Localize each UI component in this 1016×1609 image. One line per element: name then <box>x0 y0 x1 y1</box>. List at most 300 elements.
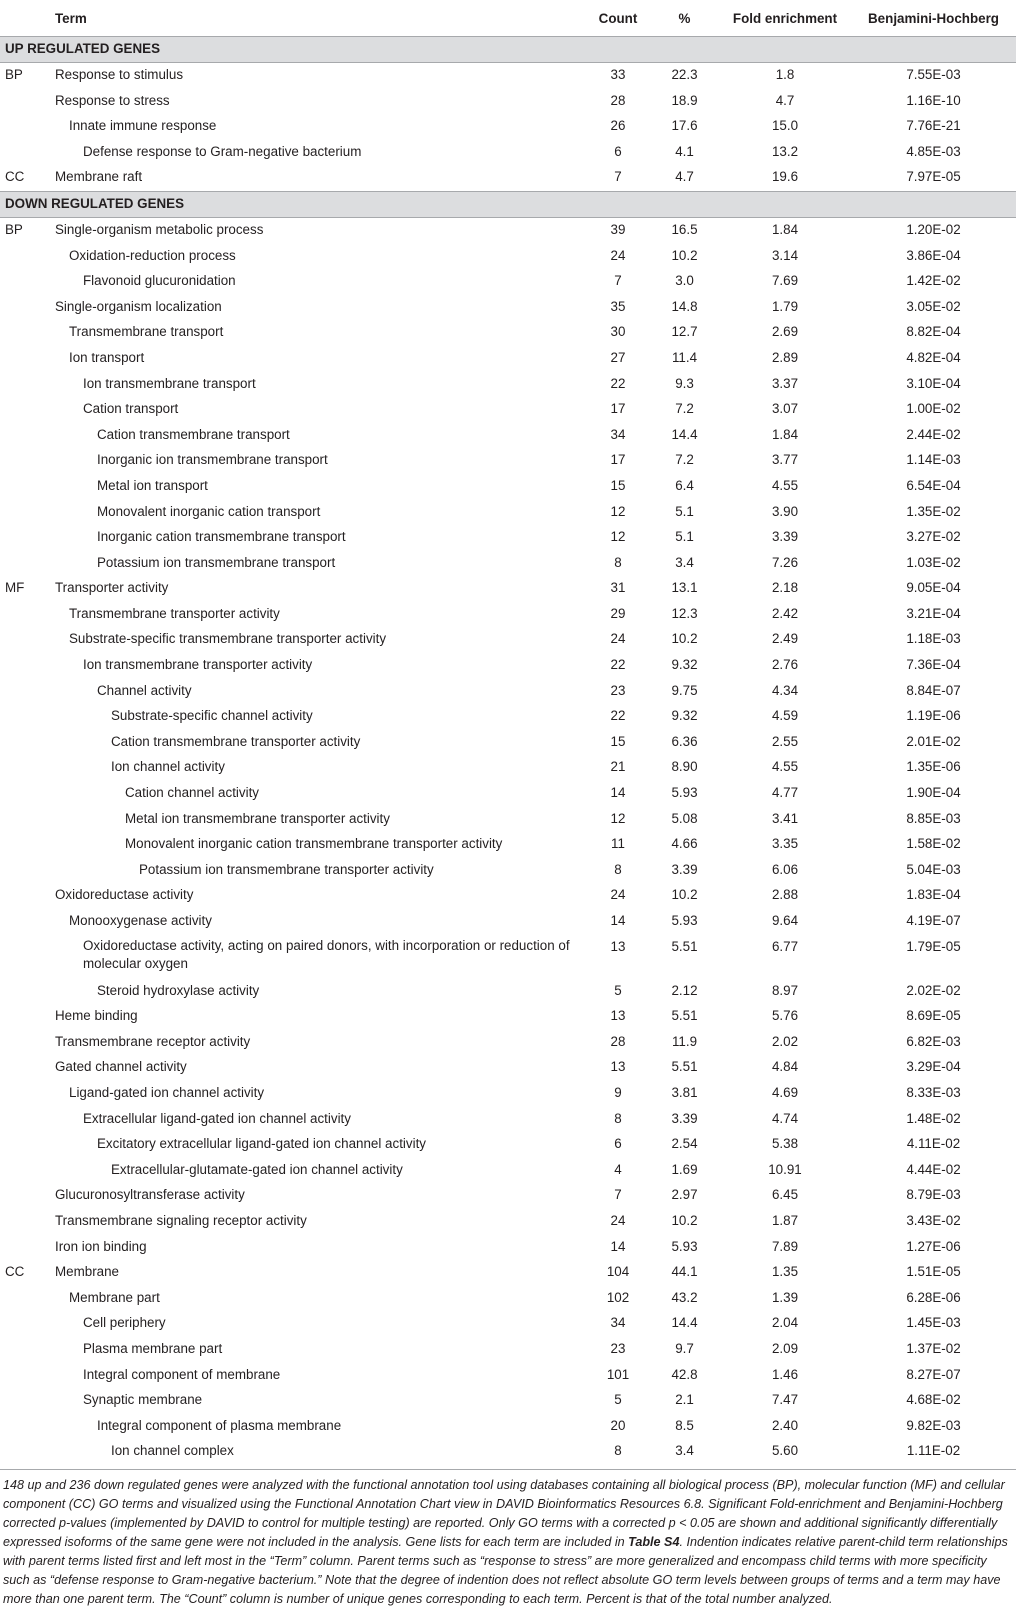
table-row <box>0 372 1016 398</box>
percent-cell: 5.1 <box>675 503 694 519</box>
category-cell <box>0 1311 55 1337</box>
table-row <box>0 1030 1016 1056</box>
count-cell: 101 <box>606 1366 630 1382</box>
header-category <box>0 0 55 37</box>
category-cell: BP <box>5 221 23 237</box>
fold-enrichment-cell: 3.90 <box>771 503 799 519</box>
percent-cell: 9.3 <box>675 375 694 391</box>
count-cell: 14 <box>610 785 626 801</box>
term-cell: Membrane part <box>69 1289 160 1305</box>
count-cell: 14 <box>610 1238 626 1254</box>
benjamini-hochberg-cell: 6.82E-03 <box>906 1033 961 1049</box>
fold-enrichment-cell: 4.74 <box>771 1110 799 1126</box>
term-cell: Ion transport <box>69 349 145 365</box>
benjamini-hochberg-cell: 1.35E-02 <box>906 503 961 519</box>
count-cell: 17 <box>610 452 626 468</box>
term-cell: Transporter activity <box>55 580 169 596</box>
category-cell <box>0 1183 55 1209</box>
count-cell: 34 <box>610 1315 626 1331</box>
percent-cell: 12.3 <box>671 605 698 621</box>
count-cell: 30 <box>610 324 626 340</box>
table-row <box>0 935 1016 979</box>
table-row <box>0 1004 1016 1030</box>
term-cell: Glucuronosyltransferase activity <box>55 1187 245 1203</box>
category-cell <box>0 269 55 295</box>
table-row <box>0 883 1016 909</box>
table-row <box>0 346 1016 372</box>
percent-cell: 10.2 <box>671 247 698 263</box>
category-cell <box>0 602 55 628</box>
fold-enrichment-cell: 2.02 <box>771 1033 799 1049</box>
table-row <box>0 979 1016 1005</box>
fold-enrichment-cell: 2.76 <box>771 657 799 673</box>
table-row <box>0 1107 1016 1133</box>
count-cell: 27 <box>610 349 626 365</box>
term-cell: Inorganic ion transmembrane transport <box>97 452 328 468</box>
category-cell <box>0 1286 55 1312</box>
count-cell: 31 <box>610 580 626 596</box>
fold-enrichment-cell: 5.76 <box>771 1008 799 1024</box>
table-row <box>0 500 1016 526</box>
table-row <box>0 89 1016 115</box>
fold-enrichment-cell: 2.40 <box>771 1417 799 1433</box>
fold-enrichment-cell: 5.38 <box>771 1136 799 1152</box>
benjamini-hochberg-cell: 1.58E-02 <box>906 836 961 852</box>
category-cell <box>0 320 55 346</box>
table-row <box>0 448 1016 474</box>
table-row <box>0 63 1016 89</box>
percent-cell: 4.1 <box>675 143 694 159</box>
count-cell: 12 <box>610 810 626 826</box>
fold-enrichment-cell: 7.47 <box>771 1392 799 1408</box>
percent-cell: 5.93 <box>671 1238 698 1254</box>
table-row <box>0 679 1016 705</box>
term-cell: Synaptic membrane <box>83 1392 203 1408</box>
section-title: DOWN REGULATED GENES <box>0 191 1016 217</box>
term-cell: Transmembrane receptor activity <box>55 1033 251 1049</box>
table-row <box>0 576 1016 602</box>
fold-enrichment-cell: 1.46 <box>771 1366 799 1382</box>
count-cell: 28 <box>610 1033 626 1049</box>
percent-cell: 9.32 <box>671 657 698 673</box>
count-cell: 5 <box>614 982 622 998</box>
fold-enrichment-cell: 2.69 <box>771 324 799 340</box>
category-cell <box>0 1414 55 1440</box>
fold-enrichment-cell: 2.49 <box>771 631 799 647</box>
percent-cell: 5.93 <box>671 785 698 801</box>
category-cell <box>0 1439 55 1465</box>
count-cell: 21 <box>610 759 626 775</box>
category-cell <box>0 730 55 756</box>
header-term: Term <box>55 0 586 37</box>
benjamini-hochberg-cell: 4.85E-03 <box>906 143 961 159</box>
fold-enrichment-cell: 4.69 <box>771 1084 799 1100</box>
count-cell: 24 <box>610 1212 626 1228</box>
fold-enrichment-cell: 4.34 <box>771 682 799 698</box>
percent-cell: 43.2 <box>671 1289 698 1305</box>
benjamini-hochberg-cell: 3.21E-04 <box>906 605 961 621</box>
fold-enrichment-cell: 3.41 <box>771 810 799 826</box>
benjamini-hochberg-cell: 8.33E-03 <box>906 1084 961 1100</box>
count-cell: 28 <box>610 92 626 108</box>
benjamini-hochberg-cell: 6.28E-06 <box>906 1289 961 1305</box>
term-cell: Ion channel activity <box>111 759 225 775</box>
section-header-row <box>0 191 1016 217</box>
fold-enrichment-cell: 3.35 <box>771 836 799 852</box>
count-cell: 13 <box>610 938 626 954</box>
term-cell: Potassium ion transmembrane transporter activity <box>139 861 434 877</box>
fold-enrichment-cell: 7.69 <box>771 273 799 289</box>
category-cell <box>0 909 55 935</box>
term-cell: Oxidoreductase activity, acting on paired donors, with incorporation or reduction of molecular oxygen <box>83 937 570 971</box>
table-row <box>0 832 1016 858</box>
benjamini-hochberg-cell: 3.10E-04 <box>906 375 961 391</box>
category-cell <box>0 1030 55 1056</box>
term-cell: Membrane <box>55 1264 120 1280</box>
count-cell: 14 <box>610 913 626 928</box>
term-cell: Substrate-specific transmembrane transporter activity <box>69 631 387 647</box>
category-cell <box>0 551 55 577</box>
benjamini-hochberg-cell: 9.05E-04 <box>906 580 961 596</box>
percent-cell: 18.9 <box>671 92 698 108</box>
benjamini-hochberg-cell: 4.11E-02 <box>906 1136 961 1152</box>
benjamini-hochberg-cell: 1.83E-04 <box>906 887 961 903</box>
benjamini-hochberg-cell: 7.76E-21 <box>906 118 961 134</box>
term-cell: Monovalent inorganic cation transport <box>97 503 321 519</box>
term-cell: Single-organism metabolic process <box>55 221 264 237</box>
table-row <box>0 1209 1016 1235</box>
benjamini-hochberg-cell: 3.86E-04 <box>906 247 961 263</box>
percent-cell: 10.2 <box>671 1212 698 1228</box>
percent-cell: 6.36 <box>671 733 698 749</box>
count-cell: 23 <box>610 682 626 698</box>
percent-cell: 13.1 <box>671 580 698 596</box>
percent-cell: 7.2 <box>675 452 694 468</box>
category-cell <box>0 1209 55 1235</box>
table-row <box>0 1388 1016 1414</box>
percent-cell: 1.69 <box>671 1161 698 1177</box>
category-cell <box>0 858 55 884</box>
term-cell: Membrane raft <box>55 169 143 185</box>
term-cell: Flavonoid glucuronidation <box>83 273 236 289</box>
term-cell: Inorganic cation transmembrane transport <box>97 529 346 545</box>
percent-cell: 10.2 <box>671 887 698 903</box>
percent-cell: 3.0 <box>675 273 694 289</box>
count-cell: 8 <box>614 554 622 570</box>
category-cell <box>0 244 55 270</box>
fold-enrichment-cell: 3.77 <box>771 452 799 468</box>
term-cell: Cell periphery <box>83 1315 166 1331</box>
benjamini-hochberg-cell: 1.14E-03 <box>906 452 961 468</box>
count-cell: 13 <box>610 1059 626 1075</box>
benjamini-hochberg-cell: 1.16E-10 <box>906 92 961 108</box>
category-cell: CC <box>5 169 25 185</box>
table-row <box>0 1055 1016 1081</box>
header-count: Count <box>586 0 650 37</box>
term-cell: Integral component of membrane <box>83 1366 281 1382</box>
percent-cell: 10.2 <box>671 631 698 647</box>
fold-enrichment-cell: 1.8 <box>775 67 795 82</box>
category-cell <box>0 1132 55 1158</box>
percent-cell: 2.97 <box>671 1187 698 1203</box>
fold-enrichment-cell: 5.60 <box>771 1443 799 1459</box>
benjamini-hochberg-cell: 1.18E-03 <box>906 631 961 647</box>
benjamini-hochberg-cell: 8.85E-03 <box>906 810 961 826</box>
category-cell <box>0 1055 55 1081</box>
percent-cell: 16.5 <box>671 221 698 237</box>
term-cell: Ion channel complex <box>111 1443 234 1459</box>
term-cell: Ion transmembrane transport <box>83 375 256 391</box>
percent-cell: 42.8 <box>671 1366 698 1382</box>
fold-enrichment-cell: 2.55 <box>771 733 799 749</box>
table-row <box>0 269 1016 295</box>
table-footnote <box>0 1469 1016 1609</box>
benjamini-hochberg-cell: 1.19E-06 <box>906 708 961 724</box>
benjamini-hochberg-cell: 1.51E-05 <box>906 1264 961 1280</box>
table-header-row <box>0 0 1016 37</box>
count-cell: 24 <box>610 631 626 647</box>
category-cell <box>0 1235 55 1261</box>
table-row <box>0 807 1016 833</box>
table-row <box>0 1235 1016 1261</box>
category-cell <box>0 755 55 781</box>
term-cell: Transmembrane transport <box>69 324 224 340</box>
count-cell: 5 <box>614 1392 622 1408</box>
category-cell <box>0 979 55 1005</box>
benjamini-hochberg-cell: 1.11E-02 <box>906 1443 961 1459</box>
term-cell: Innate immune response <box>69 118 217 134</box>
percent-cell: 44.1 <box>671 1264 698 1280</box>
category-cell <box>0 1158 55 1184</box>
percent-cell: 8.90 <box>671 759 698 775</box>
table-row <box>0 909 1016 935</box>
category-cell: MF <box>5 580 25 596</box>
count-cell: 8 <box>614 861 622 877</box>
footnote-text-2: . Indention indicates relative parent-child term relationships with parent terms listed first and left most in the “Term” column. Parent terms such as “response to stress” are more generalized and encompass child terms with more specificity such as “defense response to Gram-negative bacterium.” Note that the degree of indention does not reflect absolute GO term levels between groups of terms and a term may have more than one parent term. The “Count” column is number of unique genes corresponding to each term. Percent is that of the total number analyzed. <box>3 1534 1008 1606</box>
benjamini-hochberg-cell: 8.84E-07 <box>906 682 961 698</box>
category-cell <box>0 883 55 909</box>
table-row <box>0 295 1016 321</box>
count-cell: 24 <box>610 247 626 263</box>
fold-enrichment-cell: 3.37 <box>771 375 799 391</box>
table-row <box>0 474 1016 500</box>
count-cell: 15 <box>610 477 626 493</box>
count-cell: 29 <box>610 605 626 621</box>
fold-enrichment-cell: 4.84 <box>771 1059 799 1075</box>
table-row <box>0 244 1016 270</box>
fold-enrichment-cell: 13.2 <box>771 143 799 159</box>
fold-enrichment-cell: 4.59 <box>771 708 799 724</box>
benjamini-hochberg-cell: 8.79E-03 <box>906 1187 961 1203</box>
term-cell: Monooxygenase activity <box>69 913 212 928</box>
table-row <box>0 1311 1016 1337</box>
benjamini-hochberg-cell: 1.35E-06 <box>906 759 961 775</box>
benjamini-hochberg-cell: 3.27E-02 <box>906 529 961 545</box>
category-cell <box>0 781 55 807</box>
percent-cell: 3.39 <box>671 861 698 877</box>
fold-enrichment-cell: 7.26 <box>771 554 799 570</box>
percent-cell: 14.8 <box>671 298 698 314</box>
category-cell: CC <box>5 1264 25 1280</box>
count-cell: 8 <box>614 1443 622 1459</box>
table-row <box>0 653 1016 679</box>
fold-enrichment-cell: 7.89 <box>771 1238 799 1254</box>
percent-cell: 3.39 <box>671 1110 698 1126</box>
count-cell: 35 <box>610 298 626 314</box>
percent-cell: 2.12 <box>671 982 698 998</box>
category-cell <box>0 346 55 372</box>
benjamini-hochberg-cell: 7.97E-05 <box>906 169 961 185</box>
table-row <box>0 1439 1016 1465</box>
count-cell: 22 <box>610 657 626 673</box>
percent-cell: 11.9 <box>671 1033 698 1049</box>
term-cell: Oxidation-reduction process <box>69 247 236 263</box>
table-row <box>0 1286 1016 1312</box>
table-row <box>0 1363 1016 1389</box>
term-cell: Extracellular ligand-gated ion channel activity <box>83 1110 351 1126</box>
fold-enrichment-cell: 4.77 <box>771 785 799 801</box>
term-cell: Defense response to Gram-negative bacterium <box>83 143 362 159</box>
benjamini-hochberg-cell: 2.44E-02 <box>906 426 961 442</box>
term-cell: Metal ion transport <box>97 477 208 493</box>
term-cell: Steroid hydroxylase activity <box>97 982 260 998</box>
fold-enrichment-cell: 6.77 <box>771 938 799 954</box>
percent-cell: 3.4 <box>675 1443 694 1459</box>
category-cell <box>0 140 55 166</box>
table-row <box>0 397 1016 423</box>
count-cell: 34 <box>610 426 626 442</box>
table-row <box>0 704 1016 730</box>
fold-enrichment-cell: 15.0 <box>771 118 799 134</box>
fold-enrichment-cell: 8.97 <box>771 982 799 998</box>
benjamini-hochberg-cell: 1.27E-06 <box>906 1238 961 1254</box>
category-cell <box>0 397 55 423</box>
fold-enrichment-cell: 1.79 <box>771 298 799 314</box>
benjamini-hochberg-cell: 1.20E-02 <box>906 221 961 237</box>
term-cell: Cation transport <box>83 401 179 417</box>
fold-enrichment-cell: 1.35 <box>771 1264 799 1280</box>
term-cell: Response to stress <box>55 92 170 108</box>
table-s4-link[interactable]: Table S4 <box>628 1534 680 1549</box>
benjamini-hochberg-cell: 1.37E-02 <box>906 1340 961 1356</box>
header-percent: % <box>650 0 719 37</box>
fold-enrichment-cell: 9.64 <box>771 913 799 928</box>
category-cell <box>0 295 55 321</box>
benjamini-hochberg-cell: 8.69E-05 <box>906 1008 961 1024</box>
benjamini-hochberg-cell: 1.90E-04 <box>906 785 961 801</box>
percent-cell: 17.6 <box>671 118 698 134</box>
fold-enrichment-cell: 2.88 <box>771 887 799 903</box>
count-cell: 15 <box>610 733 626 749</box>
count-cell: 24 <box>610 887 626 903</box>
benjamini-hochberg-cell: 1.03E-02 <box>906 554 961 570</box>
table-row <box>0 1081 1016 1107</box>
fold-enrichment-cell: 2.42 <box>771 605 799 621</box>
percent-cell: 6.4 <box>675 477 694 493</box>
term-cell: Cation channel activity <box>125 785 259 801</box>
fold-enrichment-cell: 19.6 <box>771 169 799 185</box>
benjamini-hochberg-cell: 4.19E-07 <box>906 913 961 928</box>
benjamini-hochberg-cell: 3.43E-02 <box>906 1212 961 1228</box>
benjamini-hochberg-cell: 4.68E-02 <box>906 1392 961 1408</box>
category-cell <box>0 500 55 526</box>
category-cell <box>0 653 55 679</box>
count-cell: 102 <box>606 1289 630 1305</box>
percent-cell: 9.32 <box>671 708 698 724</box>
table-row <box>0 525 1016 551</box>
term-cell: Plasma membrane part <box>83 1340 223 1356</box>
count-cell: 104 <box>606 1264 630 1280</box>
fold-enrichment-cell: 2.89 <box>771 349 799 365</box>
percent-cell: 5.1 <box>675 529 694 545</box>
percent-cell: 9.75 <box>671 682 698 698</box>
term-cell: Metal ion transmembrane transporter activity <box>125 810 390 826</box>
table-row <box>0 730 1016 756</box>
benjamini-hochberg-cell: 7.36E-04 <box>906 657 961 673</box>
category-cell <box>0 448 55 474</box>
term-cell: Cation transmembrane transport <box>97 426 290 442</box>
term-cell: Potassium ion transmembrane transport <box>97 554 336 570</box>
percent-cell: 11.4 <box>671 349 698 365</box>
percent-cell: 2.54 <box>671 1136 698 1152</box>
fold-enrichment-cell: 3.39 <box>771 529 799 545</box>
table-body <box>0 37 1016 1465</box>
percent-cell: 5.51 <box>671 938 698 954</box>
table-row <box>0 755 1016 781</box>
count-cell: 12 <box>610 503 626 519</box>
benjamini-hochberg-cell: 3.29E-04 <box>906 1059 961 1075</box>
percent-cell: 3.81 <box>671 1084 698 1100</box>
category-cell <box>0 935 55 979</box>
table-row <box>0 627 1016 653</box>
table-row <box>0 1414 1016 1440</box>
fold-enrichment-cell: 1.84 <box>771 221 799 237</box>
term-cell: Response to stimulus <box>55 67 184 82</box>
category-cell <box>0 1107 55 1133</box>
table-row <box>0 602 1016 628</box>
category-cell: BP <box>5 67 23 82</box>
percent-cell: 5.93 <box>671 913 698 928</box>
fold-enrichment-cell: 4.7 <box>775 92 795 108</box>
table-row <box>0 551 1016 577</box>
percent-cell: 5.51 <box>671 1008 698 1024</box>
table-row <box>0 320 1016 346</box>
count-cell: 6 <box>614 143 622 159</box>
benjamini-hochberg-cell: 1.42E-02 <box>906 273 961 289</box>
table-row <box>0 114 1016 140</box>
table-row <box>0 1337 1016 1363</box>
fold-enrichment-cell: 3.14 <box>771 247 799 263</box>
term-cell: Ligand-gated ion channel activity <box>69 1084 265 1100</box>
term-cell: Excitatory extracellular ligand-gated ion channel activity <box>97 1136 426 1152</box>
benjamini-hochberg-cell: 1.45E-03 <box>906 1315 961 1331</box>
term-cell: Cation transmembrane transporter activity <box>111 733 361 749</box>
benjamini-hochberg-cell: 2.02E-02 <box>906 982 961 998</box>
benjamini-hochberg-cell: 4.44E-02 <box>906 1161 961 1177</box>
term-cell: Single-organism localization <box>55 298 222 314</box>
footnote-text-1: 148 up and 236 down regulated genes were analyzed with the functional annotation tool using databases containing all biological process (BP), molecular function (MF) and cellular component (CC) GO terms and visualized using the Functional Annotation Chart view in DAVID Bioinformatics Resources 6.8. Significant Fold-enrichment and Benjamini-Hochberg corrected p-values (implemented by DAVID to control for multiple testing) are reported. Only GO terms with a corrected p < 0.05 are shown and additional significantly differentially expressed isoforms of the same gene were not included in the analysis. Gene lists for each term are included in <box>3 1477 1005 1549</box>
benjamini-hochberg-cell: 8.82E-04 <box>906 324 961 340</box>
percent-cell: 4.7 <box>675 169 694 185</box>
table-row <box>0 858 1016 884</box>
fold-enrichment-cell: 4.55 <box>771 759 799 775</box>
fold-enrichment-cell: 1.84 <box>771 426 799 442</box>
percent-cell: 2.1 <box>675 1392 694 1408</box>
benjamini-hochberg-cell: 1.79E-05 <box>906 938 961 954</box>
term-cell: Oxidoreductase activity <box>55 887 194 903</box>
count-cell: 20 <box>610 1417 626 1433</box>
category-cell <box>0 1004 55 1030</box>
